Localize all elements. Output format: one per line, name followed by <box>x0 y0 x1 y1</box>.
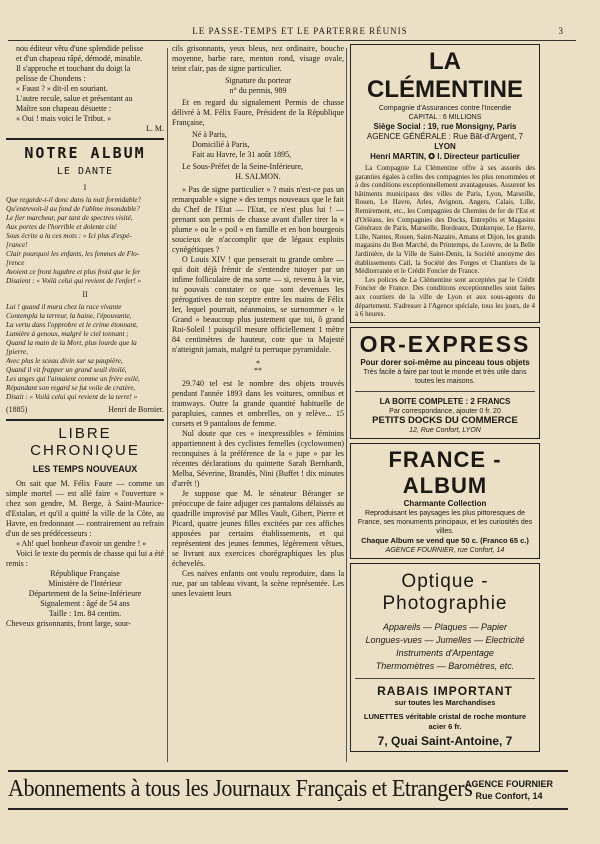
france-album-desc: Reproduisant les paysages les plus pittoresques de France, ses monuments principaux, et les curiosités des villes. <box>357 509 533 535</box>
optique-rule <box>355 678 535 679</box>
stars-separator: * ** <box>254 359 262 375</box>
poem-author: Henri de Bornier. <box>108 405 164 414</box>
permit-lines <box>6 569 164 619</box>
chronique-last-line: Cheveux grisonnants, front large, sour- <box>6 619 131 628</box>
poem-line: Quand il vit frapper un grand seuil étoilé, <box>6 366 127 374</box>
optique-address: 7, Quai Saint-Antoine, 7 <box>377 733 513 748</box>
poem-line: Lumière à genoux, malgré le ciel tonnant ; <box>6 330 129 338</box>
intro-line: « Oui ! mais voici le Tribut. » <box>16 114 112 123</box>
france-album-tag: Charmante Collection <box>403 498 487 508</box>
clementine-title: LA CLÉMENTINE <box>367 48 523 103</box>
poem-1 <box>6 196 164 286</box>
column-3-ads <box>350 44 540 764</box>
header-title: LE PASSE-TEMPS ET LE PARTERRE RÉUNIS <box>192 26 408 36</box>
intro-line: L'autre recule, salue et présentant au <box>16 94 133 103</box>
column-rule-2 <box>346 48 347 762</box>
clementine-body2: Les polices de La Clémentine sont acceptées par le Crédit Foncier de France. Des conditions exceptionnelles sont faites aux courtiers de la ville de Lyon et aux sous-agents du département. S'adresser à l'Agence spéciale, tous les jours, de 4 à 6 heures. <box>355 275 535 319</box>
poem-2 <box>6 303 164 402</box>
permit-line: Département de la Seine-Inférieure <box>28 589 142 598</box>
optique-lunettes: LUNETTES véritable cristal de roche monture acier 6 fr. <box>363 711 527 731</box>
poem-line: Avec plus le sceau divin sur sa paupière, <box>6 357 123 365</box>
poem-line: Répandant son regard se fut voile de cratère, <box>6 384 136 392</box>
poem-line: Clair pourquoi les enfants, les femmes de Flo- <box>6 250 140 258</box>
col2-paragraph: Je suppose que M. le sénateur Béranger se préoccupe de faire adjuger ces pantalons délaissés au quadrille improvisé par Mlles Vault, Gibert, Pierre et Picard, quatre jeunes filles excitées par ces affiches apposées par certains établissements, et qui représentent des jeunes femmes, légèrement vêtues, se livrant aux exercices chorégraphiques les plus échevelés. <box>172 489 344 568</box>
permit-line: Taille : 1m. 84 centim. <box>48 609 122 618</box>
col2-paragraphs-2 <box>172 379 344 599</box>
poem-line: Aux portes de l'horrible et dolente cité <box>6 223 117 231</box>
header-rule <box>8 40 576 41</box>
ad-france-album <box>350 443 540 559</box>
optique-items <box>355 621 535 673</box>
clementine-director: Henri MARTIN, ✪ I. Directeur particulier <box>370 152 520 161</box>
orexpress-rule <box>355 391 535 392</box>
intro-line: et d'un chapeau râpé, démodé, minable. <box>16 54 143 63</box>
section-rule-2 <box>6 419 164 421</box>
birth-line: Né à Paris, <box>192 130 227 139</box>
permis-paragraph: Et en regard du signalement Permis de chasse délivré à M. Félix Faure, Président de la République Française, <box>172 98 344 127</box>
page-header <box>0 26 600 40</box>
clementine-capital: CAPITAL : 6 MILLIONS <box>408 114 482 121</box>
poem-line: La vertu dans l'opprobre et le crime étonnant, <box>6 321 138 329</box>
poem-line: [rance! <box>6 241 28 249</box>
poem-line: Contempla la terreur, la haine, l'épouvante, <box>6 312 132 320</box>
orexpress-post: Par correspondance, ajouter 0 fr. 20 <box>389 407 501 415</box>
orexpress-shop: PETITS DOCKS DU COMMERCE <box>372 414 518 426</box>
optique-rabais: RABAIS IMPORTANT <box>377 683 513 698</box>
intro-line: « Faust ? » dit-il en souriant. <box>16 84 108 93</box>
column-2 <box>172 44 344 764</box>
permit-line: Signalement : âgé de 54 ans <box>40 599 130 608</box>
intro-line: nou éditeur vêtu d'une splendide pelisse <box>16 44 144 53</box>
intro-signature: L. M. <box>146 124 164 133</box>
birth-line: Domicilié à Paris, <box>192 140 250 149</box>
birth-lines <box>192 130 344 160</box>
footer-banner <box>8 770 568 810</box>
footer-agence-name: AGENCE FOURNIER <box>464 779 553 789</box>
orexpress-desc: Très facile à faire par tout le monde et très utile dans toutes les maisons. <box>363 368 527 385</box>
ad-orexpress <box>350 327 540 439</box>
libre-chronique-heading: LIBRE CHRONIQUE <box>30 425 140 459</box>
col2-top-paragraph: cils grisonnants, yeux bleus, nez ordinaire, bouche moyenne, barbe rare, menton rond, visage ovale, teint clair, pas de signe particulier. <box>172 44 344 73</box>
poem1-number: I <box>83 183 87 192</box>
page-number: 3 <box>558 26 564 36</box>
orexpress-title: OR-EXPRESS <box>359 330 531 357</box>
col2-paragraphs <box>172 185 344 355</box>
le-dante-heading: LE DANTE <box>56 166 114 177</box>
salmon-signature: H. SALMON. <box>235 172 281 181</box>
permit-line: Ministère de l'Intérieur <box>48 579 122 588</box>
clementine-subtitle: Compagnie d'Assurances contre l'Incendie <box>378 105 512 112</box>
optique-item: Appareils — Plaques — Papier <box>382 621 508 632</box>
birth-line: Fait au Havre, le 31 août 1895, <box>192 150 292 159</box>
ad-clementine <box>350 44 540 323</box>
ad-optique <box>350 563 540 752</box>
orexpress-tag: Pour dorer soi-même au pinceau tous objets <box>360 357 530 367</box>
chronique-text <box>6 479 164 569</box>
poem-line: Quand la main de la Mort, plus lourde que la <box>6 339 137 347</box>
sous-prefet: Le Sous-Préfet de la Seine-Inférieure, <box>182 162 304 171</box>
col2-paragraph: Nul doute que ces « inexpressibles » féminins appartiennent à des cyclistes femelles (cyclowomen) reconquises à la préférence de la « jupe » par les récentes déclarations du quintette Sarah Bernhardt, Melba, Séverine, Brandès, Nini (Buffet ! dix minutes d'arrêt !) <box>172 429 344 488</box>
clementine-city: LYON <box>434 142 456 151</box>
chronique-paragraph: On sait que M. Félix Faure — comme un simple mortel — est allé faire « l'ouverture » chez son gendre, M. Berge, à Saint-Maurice-d'Estalan, et qu'il a quitté la ville de la Côte, au Havre, en fredonnant — contrairement au refrain d'un de ses prédécesseurs : <box>6 479 164 538</box>
optique-rabais-sub: sur toutes les Marchandises <box>394 697 496 707</box>
col2-paragraph: 29.740 tel est le nombre des objets trouvés pendant l'année 1893 dans les voitures, omnibus et tramways. Outre la grande quantité habituelle de parapluies, cannes et ombrelles, on y relève... 15 corsets et 9 pantalons de femme. <box>172 379 344 428</box>
clementine-body: La Compagnie La Clémentine offre à ses assurés des garanties égales à celles des compagnies les plus renommées et à des conditions exceptionnellement avantageuses. Assurent les bâtiments municipaux des villes de Paris, Lyon, Marseille, Rouen, Le Havre, Arles, Avignon, Angers, Calais, Lille, Remiremont, etc., les Compagnies de Chemins de fer de l'Est et d'Orléans, les Compagnies des Docks, Entrepôts et Magasins Généraux de Paris, Marseille, Bordeaux, Dunkerque, Le Havre, Lille, Nantes, Rouen, Saint-Nazaire, Amans et Dijon, les grands magasins du Bon Marché, du Printemps, du Louvre, de la Belle Jardinière, de la Ville de Saint-Denis, la Société anonyme des établissements Cail, la Société des Forges et Chantiers de la Méditerranée et le Crédit Foncier de France. <box>355 164 535 276</box>
orexpress-addr: 12, Rue Confort, LYON <box>409 426 481 434</box>
col2-paragraph: Ces naïves enfants ont voulu reproduire, dans la rue, par un tableau vivant, la scène représentée. Les unes levaient leurs <box>172 569 344 598</box>
notre-album-heading: NOTRE ALBUM <box>24 144 146 162</box>
orexpress-boite: LA BOITE COMPLETE : 2 FRANCS <box>379 396 511 406</box>
intro-line: pelisse de Chondens : <box>16 74 86 83</box>
column-rule-1 <box>167 48 168 762</box>
france-album-price: Chaque Album se vend que 50 c. (Franco 65 c.) <box>361 535 529 545</box>
chronique-paragraph: « Ah! quel bonheur d'avoir un gendre ! » <box>16 539 147 548</box>
france-album-title: FRANCE - ALBUM <box>388 446 502 498</box>
optique-item: Longues-vues — Jumelles — Electricité <box>365 634 525 645</box>
poem-line: [rence <box>6 259 25 267</box>
optique-item: Instruments d'Arpentage <box>396 647 494 658</box>
optique-item: Thermomètres — Baromètres, etc. <box>375 660 515 671</box>
poem-line: Les anges qui l'aimaient comme un frère exilé, <box>6 375 140 383</box>
footer-agence-rue: Rue Confort, 14 <box>475 791 543 801</box>
section-rule <box>6 138 164 140</box>
poem-line: Sous écrite a lu ces mots : « Ici plus d'espé- <box>6 232 132 240</box>
footer-main-text: Abonnements à tous les Journaux Français et Etrangers <box>8 776 473 802</box>
poem-line: Disait : « Voilà celui qui revient de la terre! » <box>6 393 138 401</box>
signature-line: Signature du porteur <box>225 76 291 85</box>
intro-text <box>6 44 164 124</box>
poem2-number: II <box>82 290 88 299</box>
poem-line: [pierre, <box>6 348 28 356</box>
poem-line: Que regarde-t-il donc dans la nuit formidable? <box>6 196 142 204</box>
permit-line: République Française <box>50 569 120 578</box>
intro-line: Il s'approche et touchant du doigt la <box>16 64 131 73</box>
temps-nouveaux-heading: LES TEMPS NOUVEAUX <box>32 464 138 474</box>
column-1 <box>6 44 164 764</box>
clementine-siege: Siège Social : 19, rue Monsigny, Paris <box>373 122 517 131</box>
col2-paragraph: O Louis XIV ! que penserait tu grande ombre — qui doit déjà frémir de s'entendre tutoyer par un infime folliculaire de ma sorte — si, revenu à la vie, tu pouvais constater ce que sont devenues les prérogatives de ton sceptre entre les mains de Félix Ier, lequel pourrait, néanmoins, se surnommer « le Grand » beaucoup plus justement que toi, ô grand Roi-Soleil ! puisqu'il mesure officiellement 1 mètre 84 centimètres de hauteur, cote que ta Majesté n'atteignit jamais, malgré ta perruque pyramidale. <box>172 255 344 354</box>
clementine-agence: AGENCE GÉNÉRALE : Rue Bât-d'Argent, 7 <box>366 132 524 141</box>
poem-line: Lui ! quand il mura chez la race vivante <box>6 303 122 311</box>
col2-paragraph: « Pas de signe particulier » ? mais n'est-ce pas un remarquable « signe » des temps nouveaux que le fait du Chef de l'Etat — l'Etat, ce n'est plus lui ! — prenant son permis de chasse avant d'aller tirer la « plume » ou le « poil » en famille et en bon bourgeois soucieux de n'accomplir que de légaux exploits cynégétiques ? <box>172 185 344 254</box>
poem-line: Disaient : « Voilà celui qui revient de l'enfer! » <box>6 277 142 285</box>
permit-signature <box>172 76 344 96</box>
optique-title: Optique - Photographie <box>382 570 508 614</box>
poem-line: Qu'entrevoit-il au fond de l'abîme insondable? <box>6 205 140 213</box>
poem-line: Le fier marcheur, par tant de spectres visité, <box>6 214 133 222</box>
france-album-agence: AGENCE FOURNIER, rue Confort, 14 <box>385 546 505 554</box>
poem-line: Avoient ce front lugubre et plus froid que le fer <box>6 268 141 276</box>
intro-line: Maître son chapeau désuette : <box>16 104 112 113</box>
signature-line: n° du permis, 989 <box>229 86 287 95</box>
chronique-paragraph: Voici le texte du permis de chasse qui lui a été remis : <box>6 549 164 568</box>
footer-agence <box>454 778 564 802</box>
poem-date: (1885) <box>6 405 28 414</box>
